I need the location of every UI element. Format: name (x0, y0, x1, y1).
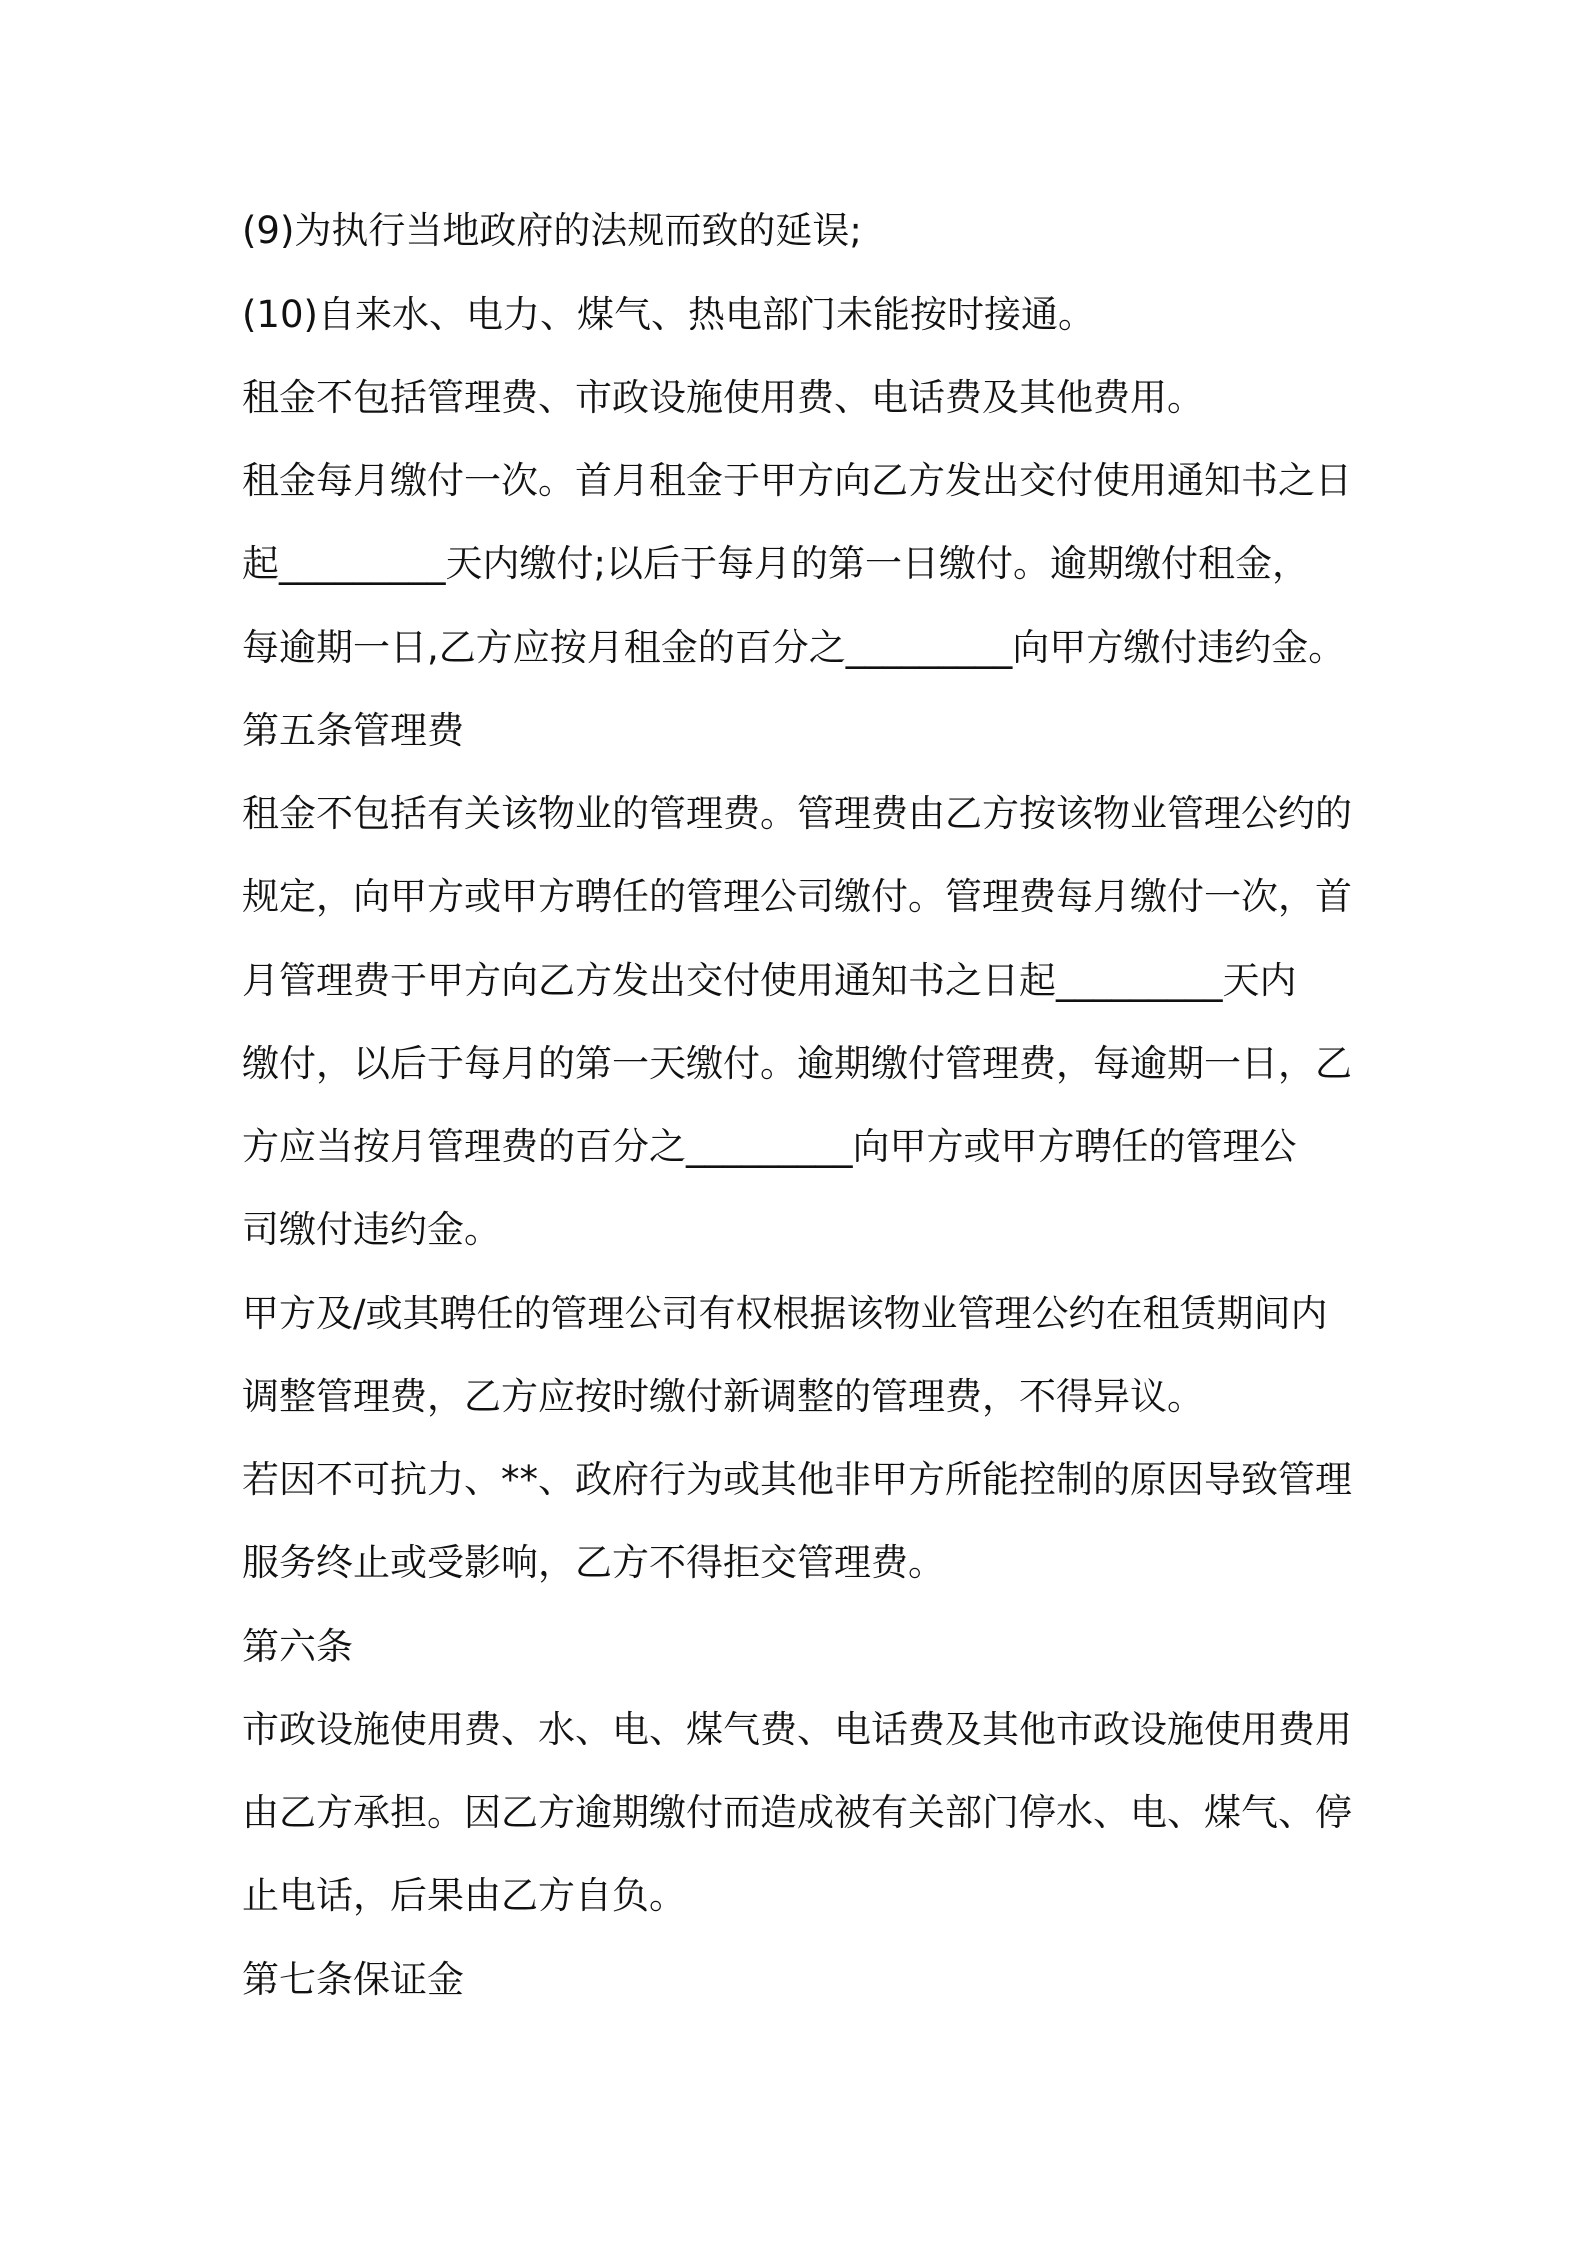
text-line: 市政设施使用费、水、电、煤气费、电话费及其他市政设施使用费用 (242, 1708, 1352, 1751)
text-line: 每逾期一日,乙方应按月租金的百分之_________向甲方缴付违约金。 (242, 626, 1346, 669)
text-line: 调整管理费，乙方应按时缴付新调整的管理费，不得异议。 (242, 1375, 1204, 1418)
text-line: (10)自来水、电力、煤气、热电部门未能按时接通。 (242, 293, 1095, 336)
text-line: 起_________天内缴付;以后于每月的第一日缴付。逾期缴付租金， (242, 542, 1309, 585)
text-line: 止电话，后果由乙方自负。 (242, 1874, 686, 1917)
text-line: 若因不可抗力、**、政府行为或其他非甲方所能控制的原因导致管理 (242, 1458, 1352, 1501)
text-line: 缴付，以后于每月的第一天缴付。逾期缴付管理费，每逾期一日，乙 (242, 1042, 1352, 1085)
text-line: 司缴付违约金。 (242, 1208, 501, 1251)
text-line: 服务终止或受影响，乙方不得拒交管理费。 (242, 1541, 945, 1584)
text-line: (9)为执行当地政府的法规而致的延误; (242, 209, 862, 252)
text-line: 租金不包括有关该物业的管理费。管理费由乙方按该物业管理公约的 (242, 792, 1352, 835)
text-line: 规定，向甲方或甲方聘任的管理公司缴付。管理费每月缴付一次，首 (242, 875, 1352, 918)
section-heading: 第七条保证金 (242, 1958, 464, 2001)
text-line: 由乙方承担。因乙方逾期缴付而造成被有关部门停水、电、煤气、停 (242, 1791, 1352, 1834)
section-heading: 第六条 (242, 1625, 353, 1668)
text-line: 甲方及/或其聘任的管理公司有权根据该物业管理公约在租赁期间内 (242, 1292, 1328, 1335)
text-line: 租金每月缴付一次。首月租金于甲方向乙方发出交付使用通知书之日 (242, 459, 1352, 502)
text-line: 月管理费于甲方向乙方发出交付使用通知书之日起_________天内 (242, 959, 1297, 1002)
text-line: 方应当按月管理费的百分之_________向甲方或甲方聘任的管理公 (242, 1125, 1297, 1168)
text-line: 租金不包括管理费、市政设施使用费、电话费及其他费用。 (242, 376, 1204, 419)
section-heading: 第五条管理费 (242, 709, 464, 752)
